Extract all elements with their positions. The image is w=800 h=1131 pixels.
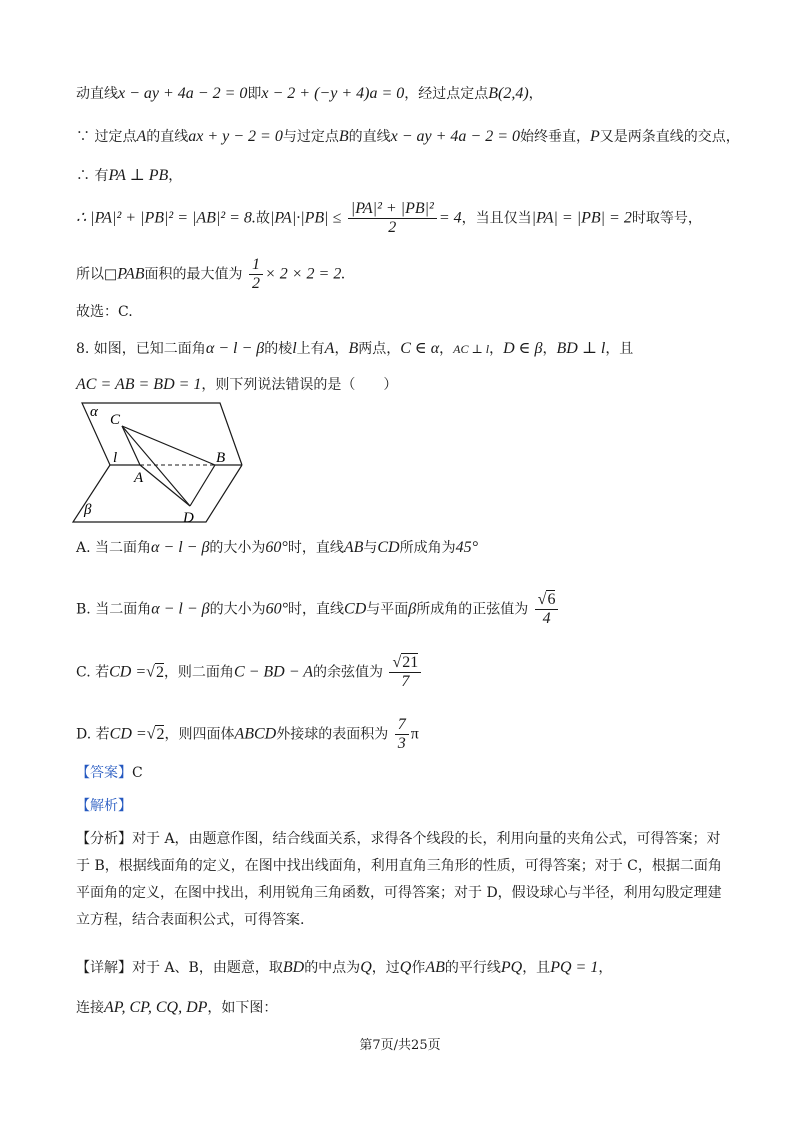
label-l: l: [113, 450, 118, 466]
solution-line-4: ∴ |PA|² + |PB|² = |AB|² = 8.故|PA|·|PB| ≤ $\frac{\text{|PA|² + |PB|²}}{2}$ = 4，当且仅当|PA| = |PB| = 2时取等号，: [76, 200, 702, 236]
label-B: B: [216, 450, 226, 466]
question-8-condition: AC = AB = BD = 1，则下列说法错误的是（ ）: [76, 376, 398, 393]
dihedral-angle-figure: [70, 398, 260, 528]
answer-label: 【答案】: [76, 765, 132, 781]
label-A: A: [134, 470, 144, 486]
solution-conclusion: 故选：C.: [76, 304, 133, 320]
detail-line-2: 连接AP, CP, CQ, DP，如下图：: [76, 999, 278, 1016]
label-C: C: [110, 412, 121, 428]
segment-AD: [140, 465, 190, 506]
analysis-paragraph: 【分析】对于 A，由题意作图，结合线面关系，求得各个线段的长，利用向量的夹角公式，可得答案；对于 B，根据线面角的定义，在图中找出线面角，利用直角三角形的性质，可得答案；对于 C，根据二面角平面角的定义，在图中找出，利用锐角三角函数，可得答案；对于 D，假设球心与半径，利用勾股定理建立方程，结合表面积公式，可得答案.: [76, 831, 722, 928]
segment-CD: [122, 426, 190, 506]
label-alpha: α: [90, 404, 98, 420]
option-c: C. 若CD =√2，则二面角C − BD − A的余弦值为 $\frac{√21}{7}$: [76, 654, 423, 691]
option-a: A. 当二面角α − l − β的大小为60°时，直线AB与CD所成角为45°: [76, 539, 479, 556]
segment-CB: [122, 426, 215, 465]
option-d: D. 若CD =√2，则四面体ABCD外接球的表面积为 $\frac{7}{3}$ π: [76, 716, 419, 752]
label-beta: β: [84, 502, 92, 518]
answer-line: [76, 763, 143, 783]
plane-beta: [73, 465, 242, 522]
solution-line-1: 动直线x − ay + 4a − 2 = 0即x − 2 + (−y + 4)a = 0，经过点定点B(2,4)，: [76, 85, 543, 102]
question-8-stem: 8. 如图，已知二面角α − l − β的棱l上有A，B两点，C ∈ α，AC ⊥ l，D ∈ β，BD ⊥ l，且: [76, 340, 634, 357]
solution-line-5: 所以□PAB面积的最大值为 $\frac{1}{2}$ × 2 × 2 = 2.: [76, 256, 346, 292]
solution-line-3: ∴ 有PA ⊥ PB，: [76, 167, 183, 184]
detail-line-1: 【详解】对于 A、B，由题意，取BD的中点为Q，过Q作AB的平行线PQ，且PQ = 1，: [76, 959, 613, 976]
solution-line-2: ∵ 过定点A的直线ax + y − 2 = 0与过定点B的直线x − ay + 4a − 2 = 0始终垂直，P又是两条直线的交点，: [76, 128, 740, 145]
label-D: D: [183, 510, 194, 526]
segment-BD: [190, 465, 215, 506]
page-footer: 第7页/共25页: [359, 1038, 441, 1053]
answer-value: C: [132, 765, 143, 781]
option-b: B. 当二面角α − l − β的大小为60°时，直线CD与平面β所成角的正弦值为 $\frac{√6}{4}$: [76, 591, 560, 628]
analysis-label: 【解析】: [76, 798, 132, 814]
